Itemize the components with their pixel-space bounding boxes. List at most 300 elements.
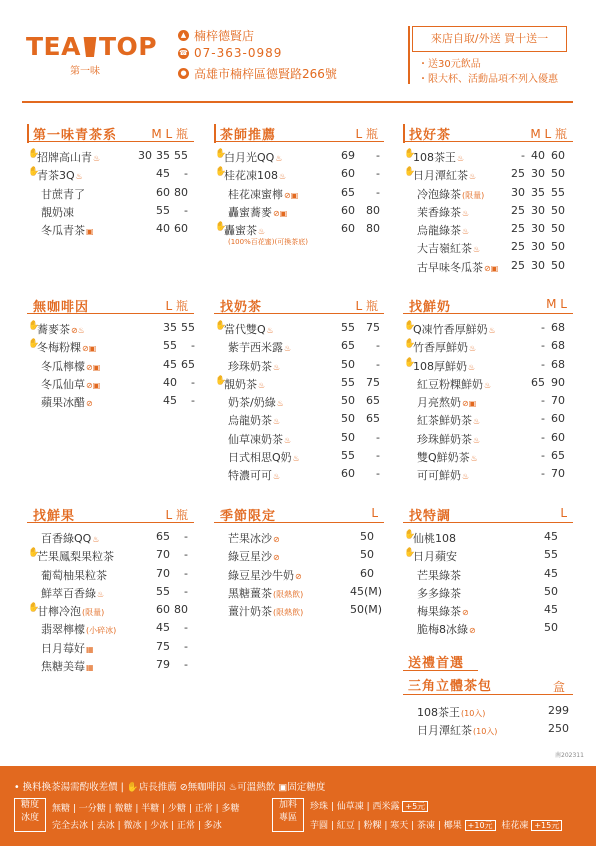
- section-decaf: [27, 296, 194, 409]
- item-price: 40: [156, 222, 170, 236]
- item-price: 35: [531, 185, 545, 199]
- item-tag: ⊘: [469, 626, 476, 636]
- item-price: 45: [156, 621, 170, 635]
- item-price: 45: [163, 394, 177, 408]
- item-price: 90: [551, 375, 565, 389]
- item-name-text: 甘蔗青了: [41, 187, 85, 201]
- item-tag: ⊘▣: [82, 344, 97, 354]
- item-tag: ♨: [75, 172, 83, 182]
- item-name-text: 多多綠茶: [417, 586, 461, 600]
- menu-item: [403, 318, 573, 336]
- item-tag: ⊘: [273, 553, 280, 563]
- gift-item-name: [417, 722, 497, 738]
- item-price: -: [541, 430, 545, 444]
- item-name-text: 青茶3Q: [37, 169, 75, 183]
- store-address: 高雄市楠梓區德賢路266號: [194, 67, 337, 81]
- item-name: [41, 394, 93, 410]
- item-name: [37, 603, 104, 619]
- item-name-text: 蘋果冰醋: [41, 396, 85, 410]
- addon-row-2-items: 芋圓 | 紅豆 | 粉粿 | 寒天 | 茶凍 | 椰果: [310, 821, 462, 831]
- phone-icon: ☎: [179, 48, 188, 57]
- item-name: [41, 530, 100, 546]
- sugar-label: 糖度: [20, 800, 39, 810]
- section-special: [403, 505, 573, 637]
- menu-item: [403, 237, 573, 255]
- item-name-text: 轟蜜蕎麥: [228, 205, 272, 219]
- item-price: 50: [551, 240, 565, 254]
- item-name: [41, 585, 104, 601]
- item-name-text: 紫芋西米露: [228, 341, 283, 355]
- item-tag: ▣: [86, 227, 94, 237]
- item-name-text: 蕎麥茶: [37, 323, 70, 336]
- item-price: 75: [366, 375, 380, 389]
- item-list: [214, 527, 384, 618]
- item-name-text: 紅豆粉粿鮮奶: [417, 377, 483, 391]
- section-fresh-milk: [403, 296, 573, 483]
- item-tag: ♨: [266, 326, 274, 335]
- section-header: [27, 124, 194, 142]
- item-tag: ♨: [292, 454, 300, 464]
- menu-item: [403, 336, 573, 354]
- item-tag: ⊘▣: [484, 263, 499, 273]
- size-header: L 瓶: [355, 299, 378, 313]
- menu-item: [214, 446, 384, 464]
- item-name: [228, 585, 303, 601]
- item-name: [224, 222, 265, 238]
- item-tag: ⊘: [295, 571, 302, 581]
- item-price: 60: [341, 467, 355, 481]
- gift-item-price: 299: [548, 704, 569, 717]
- item-name: [228, 567, 302, 583]
- item-tag: ♨: [469, 344, 477, 354]
- item-price: 75: [156, 639, 170, 653]
- promo-line-2: ・限大杯、活動品項不列入優惠: [418, 74, 558, 85]
- item-price: 25: [511, 222, 525, 236]
- recommend-icon: ✋: [404, 357, 416, 368]
- item-price: -: [184, 621, 188, 635]
- item-price: 70: [156, 566, 170, 580]
- item-price: 60: [551, 430, 565, 444]
- item-name-text: 冬瓜仙草: [41, 377, 85, 391]
- item-name: [224, 321, 274, 337]
- item-price: 35: [156, 149, 170, 162]
- item-price: -: [184, 530, 188, 543]
- item-price: 79: [156, 658, 170, 672]
- cup-icon: [82, 37, 98, 57]
- item-name: [417, 394, 476, 410]
- item-price: 55: [174, 149, 188, 162]
- menu-item: [403, 428, 573, 446]
- item-price: 25: [511, 258, 525, 272]
- menu-item: [27, 373, 194, 391]
- addon-label-1: 加料: [278, 800, 297, 810]
- item-tag: ♨: [276, 399, 284, 409]
- menu-item: [214, 201, 384, 219]
- item-name-text: 特濃可可: [228, 469, 272, 483]
- menu-item: [27, 618, 194, 636]
- item-tag: ⊘▣: [86, 362, 101, 372]
- item-tag: ♨: [97, 589, 105, 599]
- addon-row-1-items: 珍珠 | 仙草凍 | 西米露: [310, 802, 400, 812]
- section-green: [27, 124, 194, 237]
- menu-item: [27, 201, 194, 219]
- item-tag: ♨: [284, 344, 292, 354]
- item-price: 30: [511, 185, 525, 199]
- menu-item: [214, 600, 384, 618]
- item-tag: ♨: [92, 535, 100, 544]
- menu-item: [214, 318, 384, 336]
- menu-item: [27, 600, 194, 618]
- item-name-text: Q凍竹香厚鮮奶: [413, 323, 488, 336]
- menu-item: [403, 582, 573, 600]
- item-price: 55: [181, 321, 195, 334]
- section-title: 找好茶: [403, 124, 451, 143]
- item-price: 75: [366, 321, 380, 334]
- item-name: [417, 431, 480, 447]
- menu-item: [403, 446, 573, 464]
- gift-unit: 盒: [552, 680, 565, 694]
- menu-item: [27, 219, 194, 237]
- item-price: -: [184, 548, 188, 562]
- recommend-icon: ✋: [28, 167, 40, 178]
- item-tag: ♨: [93, 154, 101, 163]
- item-price: 80: [174, 603, 188, 617]
- gift-title-2: 三角立體茶包: [408, 679, 493, 694]
- item-name-text: 日式相思Q奶: [228, 451, 292, 465]
- item-price: -: [191, 394, 195, 408]
- section-header: [403, 124, 573, 142]
- item-name-text: 仙草凍奶茶: [228, 432, 283, 446]
- item-note-row: [214, 237, 384, 247]
- item-tag: (限熱飲): [273, 589, 304, 599]
- item-price: -: [376, 449, 380, 463]
- recommend-icon: ✋: [404, 530, 416, 540]
- item-price: -: [541, 449, 545, 463]
- recommend-icon: ✋: [215, 167, 227, 178]
- section-fruit: [27, 505, 194, 673]
- item-price: -: [184, 639, 188, 653]
- item-name-text: 甘檸冷泡: [37, 605, 81, 619]
- item-price: 55: [544, 548, 558, 562]
- menu-item: [403, 391, 573, 409]
- item-name: [228, 186, 298, 202]
- item-price: 65: [551, 449, 565, 463]
- gift-item-price: 250: [548, 722, 569, 736]
- menu-item: [214, 219, 384, 237]
- menu-item: [27, 318, 194, 336]
- item-price: -: [541, 339, 545, 353]
- item-price: 55: [156, 584, 170, 598]
- gift-item-name: [417, 704, 485, 720]
- item-price: 30: [531, 240, 545, 254]
- item-price: -: [376, 357, 380, 371]
- item-name: [417, 186, 484, 202]
- item-price: -: [376, 339, 380, 353]
- menu-item: [403, 527, 573, 545]
- item-name: [37, 321, 85, 337]
- item-tag: ⊘▣: [284, 190, 299, 200]
- item-tag: ♨: [273, 417, 281, 427]
- menu-code: 南202311: [555, 752, 584, 759]
- item-name: [228, 394, 284, 410]
- item-name: [228, 412, 280, 428]
- section-title: 無咖啡因: [33, 300, 90, 315]
- item-name-text: 冬瓜檸檬: [41, 359, 85, 373]
- item-price: 60: [551, 149, 565, 162]
- item-name: [228, 530, 280, 546]
- item-price: -: [521, 149, 525, 162]
- store-name-line: [178, 27, 254, 44]
- menu-item: [27, 336, 194, 354]
- recommend-icon: ✋: [28, 321, 40, 331]
- item-price: -: [184, 167, 188, 181]
- item-price: 45: [544, 603, 558, 617]
- addon-row-2: [310, 818, 562, 831]
- item-name-text: 綠豆星沙: [228, 550, 272, 564]
- menu-item: [403, 256, 573, 274]
- item-price: 68: [551, 339, 565, 353]
- item-name: [413, 358, 475, 374]
- item-price: 70: [551, 394, 565, 408]
- item-tag: ♨: [258, 227, 266, 237]
- item-name: [413, 167, 476, 183]
- section-header: [214, 296, 384, 314]
- item-price: 30: [531, 258, 545, 272]
- menu-item: [27, 164, 194, 182]
- item-price: 60: [174, 222, 188, 236]
- ice-options: 完全去冰 | 去冰 | 微冰 | 少冰 | 正常 | 多冰: [52, 821, 222, 831]
- item-tag: ⊘: [86, 399, 93, 409]
- item-name-text: 竹香厚鮮奶: [413, 341, 468, 355]
- item-name: [417, 204, 469, 220]
- item-tag: ⊘♨: [71, 326, 85, 335]
- item-tag: ♨: [488, 326, 496, 335]
- store-address-line: [178, 65, 337, 82]
- brand-logo: [26, 32, 157, 61]
- item-name: [228, 204, 287, 220]
- item-name: [41, 640, 94, 656]
- item-price: 45: [156, 167, 170, 181]
- item-price: -: [376, 467, 380, 481]
- item-name-text: 古早味冬瓜茶: [417, 260, 483, 274]
- menu-item: [403, 618, 573, 636]
- item-price: 50: [551, 203, 565, 217]
- item-price: 25: [511, 167, 525, 181]
- logo-text-right: TOP: [98, 32, 158, 61]
- item-tag: ♨: [462, 227, 470, 237]
- item-name: [417, 412, 480, 428]
- section-title: 找特調: [409, 509, 452, 524]
- item-price: 60: [360, 566, 374, 580]
- section-title: 找奶茶: [220, 300, 263, 315]
- item-name-text: 雙Q鮮奶茶: [417, 451, 470, 465]
- section-header: [214, 124, 384, 142]
- item-price: 65: [366, 412, 380, 426]
- item-tag: (小碎冰): [86, 626, 117, 636]
- menu-item: [403, 164, 573, 182]
- menu-item: [214, 391, 384, 409]
- menu-item: [214, 146, 384, 164]
- addon-label: [272, 798, 304, 832]
- menu-item: [214, 545, 384, 563]
- logo-text-left: TEA: [26, 32, 81, 61]
- item-name-text: 綠豆星沙牛奶: [228, 568, 294, 582]
- item-tag: ♨: [473, 417, 481, 427]
- item-name: [417, 240, 480, 256]
- section-title: 第一味青茶系: [27, 124, 117, 143]
- item-tag: ⊘▣: [462, 399, 477, 409]
- item-name-text: 奶茶/奶綠: [228, 396, 276, 410]
- item-price: 50: [341, 394, 355, 408]
- item-list: [403, 527, 573, 637]
- size-header: L: [371, 506, 378, 520]
- recommend-icon: ✋: [215, 222, 227, 233]
- item-name-text: 葡萄柚果粒茶: [41, 568, 107, 582]
- item-name: [41, 376, 100, 392]
- item-name: [417, 603, 469, 619]
- item-name-text: 冬瓜青茶: [41, 224, 85, 238]
- item-price: -: [541, 357, 545, 371]
- item-tag: ▦: [86, 644, 94, 654]
- item-price: -: [191, 339, 195, 353]
- item-price: 65: [366, 394, 380, 408]
- item-price: 50: [544, 621, 558, 635]
- item-name-text: 當代雙Q: [224, 323, 266, 336]
- item-price: 80: [366, 203, 380, 217]
- item-name-text: 烏龍綠茶: [417, 224, 461, 238]
- gift-item-name-text: 日月潭紅茶: [417, 724, 472, 738]
- item-price: 40: [531, 149, 545, 162]
- menu-item: [214, 564, 384, 582]
- recommend-icon: ✋: [404, 321, 416, 331]
- item-price: -: [376, 167, 380, 181]
- menu-item: [27, 355, 194, 373]
- menu-item: [403, 219, 573, 237]
- item-list: [27, 146, 194, 237]
- section-header: [214, 505, 384, 523]
- item-name-text: 可可鮮奶: [417, 469, 461, 483]
- footer: [0, 766, 596, 846]
- item-name-text: 桂花凍108: [224, 169, 278, 183]
- menu-item: [403, 146, 573, 164]
- item-price: 50: [341, 412, 355, 426]
- menu-item: [214, 355, 384, 373]
- item-name-text: 大吉嶺紅茶: [417, 242, 472, 256]
- item-price: -: [541, 321, 545, 334]
- item-name: [228, 449, 300, 465]
- menu-item: [214, 409, 384, 427]
- store-phone-line: [178, 46, 282, 60]
- item-name-text: 百香綠QQ: [41, 532, 92, 545]
- item-name-text: 茉香綠茶: [417, 205, 461, 219]
- item-tag: ♨: [273, 362, 281, 372]
- item-price: 35: [163, 321, 177, 334]
- item-tag: ♨: [484, 380, 492, 390]
- item-price: 40: [163, 375, 177, 389]
- sugar-options: 無糖 | 一分糖 | 微糖 | 半糖 | 少糖 | 正常 | 多糖: [52, 804, 240, 814]
- item-tag: (限量): [82, 608, 105, 618]
- item-name: [228, 603, 303, 619]
- item-tag: ♨: [462, 208, 470, 218]
- item-price: 50: [360, 530, 374, 543]
- menu-item: [27, 391, 194, 409]
- item-price: 70: [551, 467, 565, 481]
- item-price: -: [191, 375, 195, 389]
- item-price: 45: [163, 357, 177, 371]
- menu-item: [27, 146, 194, 164]
- menu-item: [27, 527, 194, 545]
- item-name: [417, 259, 498, 275]
- menu-item: [403, 201, 573, 219]
- item-price: -: [376, 185, 380, 199]
- item-price: 70: [156, 548, 170, 562]
- item-price: 80: [174, 185, 188, 199]
- menu-item: [214, 373, 384, 391]
- item-name-text: 珍珠奶茶: [228, 359, 272, 373]
- item-name-text: 日月莓好: [41, 641, 85, 655]
- menu-item: [27, 655, 194, 673]
- size-header: M L 瓶: [530, 127, 567, 141]
- item-name: [37, 149, 100, 165]
- section-milk-tea: [214, 296, 384, 483]
- item-tag: (限熱飲): [273, 608, 304, 618]
- gift-item-name-text: 108茶王: [417, 706, 460, 719]
- item-price: -: [184, 203, 188, 217]
- item-price: 68: [551, 321, 565, 334]
- item-name: [41, 358, 100, 374]
- item-list: [214, 146, 384, 247]
- menu-item: [214, 527, 384, 545]
- item-price: 55: [551, 185, 565, 199]
- section-header: [403, 296, 573, 314]
- menu-item: [403, 409, 573, 427]
- section-master: [214, 124, 384, 247]
- item-price: 55: [341, 321, 355, 334]
- section-gift: [403, 652, 573, 738]
- menu-item: [27, 582, 194, 600]
- menu-item: [214, 183, 384, 201]
- menu-item: [214, 164, 384, 182]
- item-name: [228, 467, 280, 483]
- item-price: 25: [511, 203, 525, 217]
- item-price: 50: [341, 430, 355, 444]
- item-price: -: [541, 467, 545, 481]
- item-tag: ⊘: [273, 535, 280, 544]
- item-tag: ♨: [457, 154, 465, 163]
- item-name: [417, 376, 491, 392]
- item-tag: ⊘▣: [86, 380, 101, 390]
- section-good-tea: [403, 124, 573, 274]
- item-name-text: 白月光QQ: [224, 151, 275, 164]
- header-divider: [22, 101, 573, 103]
- item-name-text: 仙桃108: [413, 532, 456, 545]
- item-name: [413, 321, 496, 337]
- menu-item: [403, 600, 573, 618]
- item-price: 65: [341, 339, 355, 353]
- item-price: -: [184, 584, 188, 598]
- item-name-text: 108茶王: [413, 151, 456, 164]
- item-tag: ♨: [473, 245, 481, 255]
- item-price: 45: [544, 566, 558, 580]
- item-name-text: 108厚鮮奶: [413, 359, 467, 373]
- item-price: 65: [341, 185, 355, 199]
- item-tag: ▦: [86, 663, 94, 673]
- item-name-text: 招牌高山青: [37, 151, 92, 164]
- item-name-text: 冬梅粉粿: [37, 341, 81, 355]
- item-name-text: 靚奶凍: [41, 205, 74, 219]
- item-name: [413, 530, 456, 546]
- gift-header: [403, 673, 573, 695]
